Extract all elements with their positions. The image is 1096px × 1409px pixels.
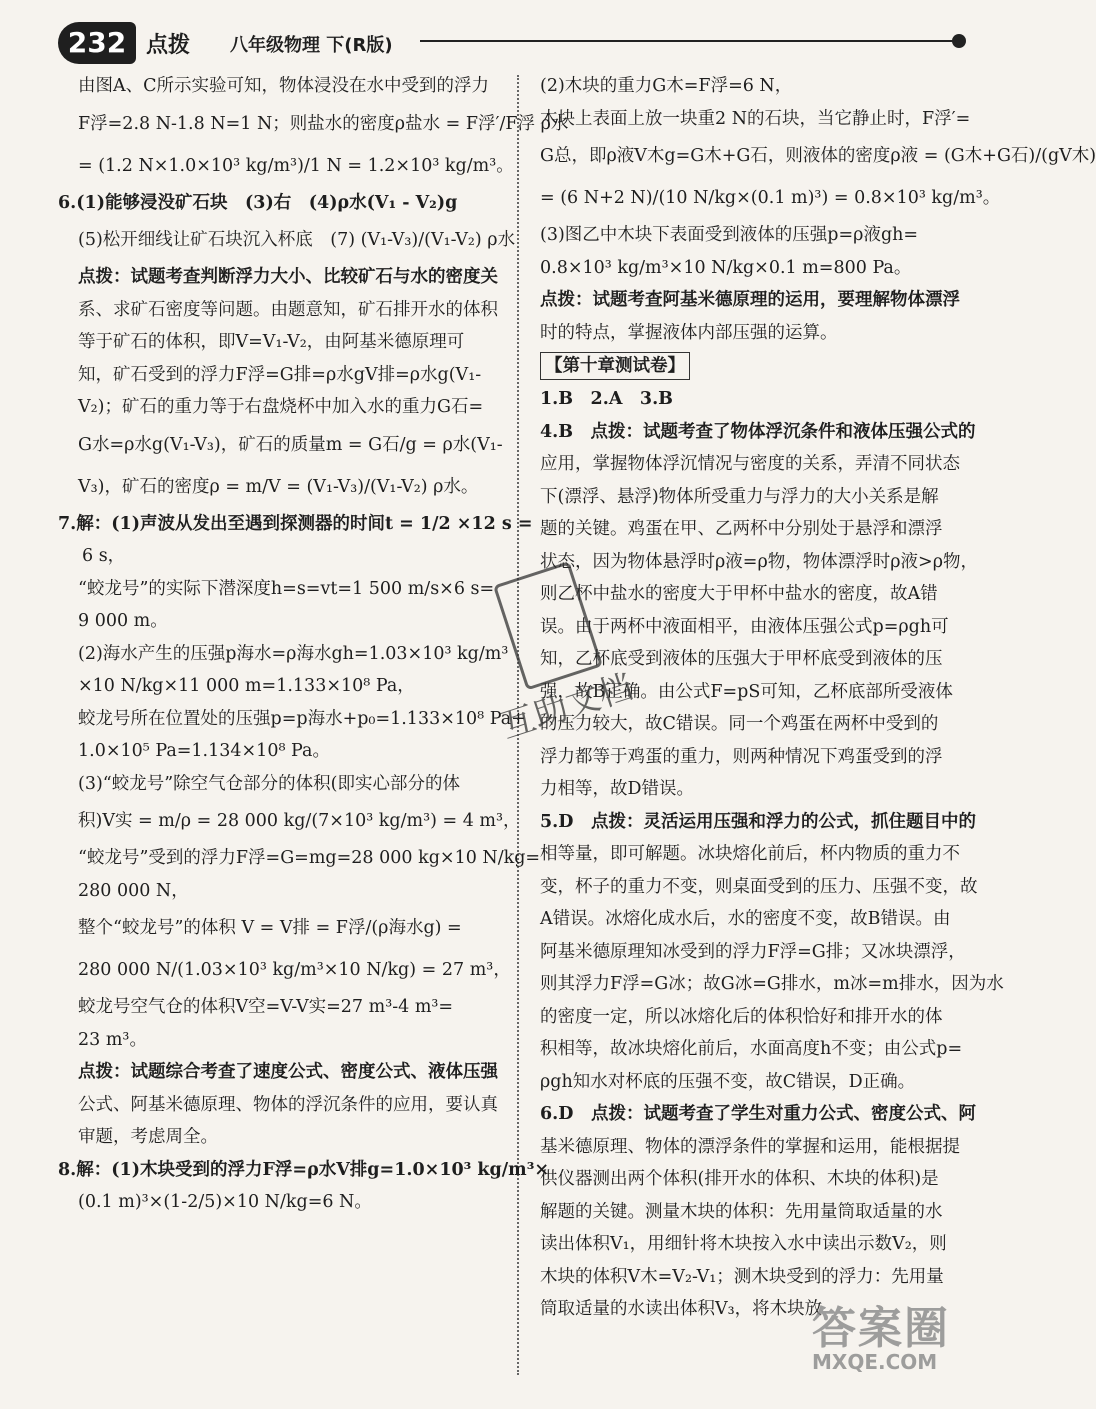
- text-line: 变，杯子的重力不变，则桌面受到的压力、压强不变，故: [540, 876, 978, 897]
- text-line: (2)木块的重力G木=F浮=6 N，: [540, 76, 793, 96]
- text-line: 时的特点，掌握液体内部压强的运算。: [540, 322, 838, 343]
- answer-line: 5.D 点拨：灵活运用压强和浮力的公式，抓住题目中的: [540, 811, 976, 832]
- text-line: 9 000 m。: [78, 611, 168, 631]
- text-line: V₃)，矿石的密度ρ = m/V = (V₁-V₃)/(V₁-V₂) ρ水。: [78, 476, 479, 497]
- text-line: 误。由于两杯中液面相平，由液体压强公式p=ρgh可: [540, 616, 949, 637]
- stamp-title: 答案圈: [812, 1303, 950, 1354]
- stamp-url: MXQE.COM: [812, 1350, 938, 1374]
- text-line: 积相等，故冰块熔化前后，水面高度h不变；由公式p=: [540, 1039, 963, 1059]
- text-line: (3)“蛟龙号”除空气仓部分的体积(即实心部分的体: [78, 773, 461, 794]
- text-line: 等于矿石的体积，即V=V₁-V₂，由阿基米德原理可: [78, 332, 465, 352]
- text-line: 状态，因为物体悬浮时ρ液=ρ物，物体漂浮时ρ液>ρ物，: [540, 551, 978, 572]
- watermark-text: 互助文档: [496, 666, 638, 747]
- text-line: 1.0×10⁵ Pa=1.134×10⁸ Pa。: [78, 741, 330, 761]
- section-heading: 【第十章测试卷】: [540, 352, 690, 380]
- text-line: 阿基米德原理知冰受到的浮力F浮=G排；又冰块漂浮，: [540, 941, 966, 962]
- header-dot: [952, 34, 966, 48]
- text-line: “蛟龙号”受到的浮力F浮=G=mg=28 000 kg×10 N/kg=: [78, 848, 541, 868]
- text-line: = (6 N+2 N)/(10 N/kg×(0.1 m)³) = 0.8×10³ kg/m³。: [540, 188, 1001, 208]
- text-line: 则其浮力F浮=G冰；故G冰=G排水，m冰=m排水，因为水: [540, 974, 1004, 994]
- text-line: G水=ρ水g(V₁-V₃)，矿石的质量m = G石/g = ρ水(V₁-: [78, 434, 503, 455]
- text-line: 蛟龙号所在位置处的压强p=p海水+p₀=1.133×10⁸ Pa+: [78, 708, 526, 729]
- text-line: (3)图乙中木块下表面受到液体的压强p=ρ液gh=: [540, 225, 919, 245]
- text-line: 知，矿石受到的浮力F浮=G排=ρ水gV排=ρ水g(V₁-: [78, 364, 482, 385]
- text-line: 则乙杯中盐水的密度大于甲杯中盐水的密度，故A错: [540, 584, 938, 604]
- answer-line: 1.B 2.A 3.B: [540, 389, 673, 409]
- text-line: 整个“蛟龙号”的体积 V = V排 = F浮/(ρ海水g) =: [78, 918, 462, 938]
- text-line: 力相等，故D错误。: [540, 779, 695, 799]
- text-line: 读出体积V₁，用细针将木块按入水中读出示数V₂，则: [540, 1234, 947, 1254]
- text-line: 基米德原理、物体的漂浮条件的掌握和运用，能根据提: [540, 1136, 960, 1157]
- answer-line: 6.D 点拨：试题考查了学生对重力公式、密度公式、阿: [540, 1104, 976, 1124]
- text-line: F浮=2.8 N-1.8 N=1 N；则盐水的密度ρ盐水 = F浮′/F浮 ρ水: [78, 113, 569, 134]
- brand-title: 点拨: [146, 33, 191, 58]
- site-stamp: [812, 1292, 972, 1392]
- text-line: 木块的体积V木=V₂-V₁；测木块受到的浮力：先用量: [540, 1266, 944, 1287]
- text-line: 蛟龙号空气仓的体积V空=V-V实=27 m³-4 m³=: [78, 997, 454, 1017]
- text-line: 审题，考虑周全。: [78, 1127, 218, 1147]
- text-line: 供仪器测出两个体积(排开水的体积、木块的体积)是: [540, 1169, 939, 1189]
- page-header: [40, 22, 970, 66]
- answer-line: 8.解：(1)木块受到的浮力F浮=ρ水V排g=1.0×10³ kg/m³×: [58, 1159, 550, 1180]
- text-line: V₂)；矿石的重力等于右盘烧杯中加入水的重力G石=: [78, 397, 484, 417]
- text-line: A错误。冰熔化成水后，水的密度不变，故B错误。由: [540, 909, 951, 929]
- text-line: 浮力都等于鸡蛋的重力，则两种情况下鸡蛋受到的浮: [540, 746, 943, 767]
- text-line: 筒取适量的水读出体积V₃，将木块放: [540, 1299, 823, 1319]
- answer-line: 4.B 点拨：试题考查了物体浮沉条件和液体压强公式的: [540, 421, 976, 442]
- text-line: 的压力较大，故C错误。同一个鸡蛋在两杯中受到的: [540, 714, 939, 734]
- text-line: (2)海水产生的压强p海水=ρ海水gh=1.03×10³ kg/m³: [78, 643, 509, 664]
- text-line: 280 000 N，: [78, 880, 189, 901]
- tip-line: 点拨：试题考查阿基米德原理的运用，要理解物体漂浮: [540, 290, 960, 310]
- text-line: 木块上表面上放一块重2 N的石块，当它静止时，F浮′=: [540, 108, 971, 129]
- text-line: 题的关键。鸡蛋在甲、乙两杯中分别处于悬浮和漂浮: [540, 519, 943, 539]
- text-line: 公式、阿基米德原理、物体的浮沉条件的应用，要认真: [78, 1094, 498, 1115]
- text-line: 应用，掌握物体浮沉情况与密度的关系，弄清不同状态: [540, 454, 960, 474]
- tip-line: 点拨：试题综合考查了速度公式、密度公式、液体压强: [78, 1062, 498, 1082]
- text-line: 23 m³。: [78, 1029, 147, 1050]
- text-line: 的密度一定，所以冰熔化后的体积恰好和排开水的体: [540, 1006, 943, 1027]
- text-line: 0.8×10³ kg/m³×10 N/kg×0.1 m=800 Pa。: [540, 257, 912, 278]
- text-line: 相等量，即可解题。冰块熔化前后，杯内物质的重力不: [540, 844, 960, 864]
- subject-title: 八年级物理 下(R版): [230, 35, 393, 56]
- text-line: = (1.2 N×1.0×10³ kg/m³)/1 N = 1.2×10³ kg/m³。: [78, 155, 514, 176]
- answer-line: 7.解：(1)声波从发出至遇到探测器的时间t = 1/2 ×12 s =: [58, 513, 533, 534]
- text-line: 强，故B正确。由公式F=pS可知，乙杯底部所受液体: [540, 681, 953, 702]
- text-line: 280 000 N/(1.03×10³ kg/m³×10 N/kg) = 27 m³，: [78, 960, 511, 980]
- text-line: 积)V实 = m/ρ = 28 000 kg/(7×10³ kg/m³) = 4 m³，: [78, 811, 521, 831]
- page-number: 232: [58, 22, 136, 64]
- text-line: 解题的关键。测量木块的体积：先用量筒取适量的水: [540, 1201, 943, 1222]
- text-line: 系、求矿石密度等问题。由题意知，矿石排开水的体积: [78, 299, 498, 320]
- text-line: 由图A、C所示实验可知，物体浸没在水中受到的浮力: [78, 76, 490, 96]
- text-line: “蛟龙号”的实际下潜深度h=s=vt=1 500 m/s×6 s=: [78, 578, 495, 599]
- text-line: ρgh知水对杯底的压强不变，故C错误，D正确。: [540, 1071, 916, 1092]
- header-rule: [420, 40, 960, 42]
- tip-line: 点拨：试题考查判断浮力大小、比较矿石与水的密度关: [78, 267, 498, 287]
- text-line: 下(漂浮、悬浮)物体所受重力与浮力的大小关系是解: [540, 486, 939, 507]
- text-line: 6 s，: [82, 546, 126, 566]
- text-line: (0.1 m)³×(1-2/5)×10 N/kg=6 N。: [78, 1192, 372, 1212]
- answer-line: 6.(1)能够浸没矿石块 (3)右 (4)ρ水(V₁ - V₂)g: [58, 192, 458, 213]
- text-line: 知，乙杯底受到液体的压强大于甲杯底受到液体的压: [540, 649, 943, 669]
- text-line: ×10 N/kg×11 000 m=1.133×10⁸ Pa，: [78, 676, 415, 696]
- text-line: (5)松开细线让矿石块沉入杯底 (7) (V₁-V₃)/(V₁-V₂) ρ水: [78, 230, 516, 250]
- text-line: G总，即ρ液V木g=G木+G石，则液体的密度ρ液 = (G木+G石)/(gV木): [540, 146, 1096, 166]
